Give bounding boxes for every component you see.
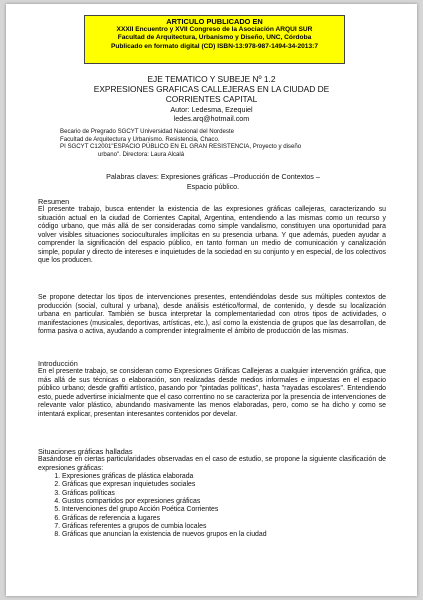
title-line: CORRIENTES CAPITAL (165, 94, 258, 104)
banner-line: Publicado en formato digital (CD) ISBN-13:978-987-1494-34-2013:7 (110, 42, 319, 50)
author-block (6, 106, 417, 124)
affiliation-line: Facultad de Arquitectura y Urbanismo. Resistencia, Chaco. (60, 135, 220, 143)
section-heading: Situaciones gráficas halladas (38, 447, 133, 456)
banner-line: XXXII Encuentro y XVII Congreso de la Asociación ARQUI SUR (116, 26, 313, 33)
section-introduccion (38, 359, 386, 419)
author-name: Autor: Ledesma, Ezequiel (170, 105, 253, 114)
banner-title: ARTICULO PUBLICADO EN (166, 17, 263, 26)
list-item: 3. Gráficas políticas (62, 490, 386, 498)
author-email: ledes.arq@hotmail.com (173, 113, 250, 123)
list-item: 2. Gráficas que expresan inquietudes sociales (62, 481, 386, 489)
keywords-line: Palabras claves: Expresiones gráficas –Producción de Contextos – (106, 172, 320, 181)
list-item: 4. Gustos compartidos por expresiones gráficas (62, 498, 386, 506)
affiliation-line: Becario de Pregrado SGCYT Universidad Nacional del Nordeste (60, 128, 234, 135)
publication-banner (84, 15, 345, 64)
section-heading: Resumen (38, 197, 70, 206)
paper-title (6, 74, 417, 104)
title-line: EXPRESIONES GRAFICAS CALLEJERAS EN LA CIUDAD DE (93, 84, 330, 94)
list-item: 7. Gráficas referentes a grupos de cumbia locales (62, 523, 386, 531)
list-item: 6. Gráficas de referencia a lugares (62, 515, 386, 523)
document-page (6, 4, 417, 596)
list-item: 5. Intervenciones del grupo Acción Poética Corrientes (62, 506, 386, 514)
paragraph: El presente trabajo, busca entender la existencia de las expresiones gráficas callejeras, caracterizando su situación actual en la ciudad de Corrientes Capital, Argentina, entendiendo a las mismas como un recurso y código urbano, que más allá de ser consideradas como simple vandalismo, constituyen una oportunidad para volver visibles situaciones socioculturales implícitas en su presencia urbana. Y que además, pueden ayudar a comprender la significación del espacio público, en tanto forman un medio de comunicación y canalización simple, popular y directo de intereses e inquietudes de la sociedad en su conjunto y en especial, de los colectivos que los producen. (38, 206, 386, 265)
keywords-line: Espacio público. (186, 181, 240, 191)
keywords (98, 172, 328, 191)
affiliation-block (60, 128, 380, 158)
eje-tematico: EJE TEMATICO Y SUBEJE Nº 1.2 (147, 74, 276, 84)
section-heading: Introducción (38, 359, 78, 368)
affiliation-line: PI SGCYT C12001"ESPACIO PÚBLICO EN EL GRAN RESISTENCIA, Proyecto y diseño (60, 143, 302, 151)
list-item: 1. Expresiones gráficas de plástica elaborada (62, 473, 386, 481)
paragraph: Basándose en ciertas particularidades observadas en el caso de estudio, se propone la siguiente clasificación de expresiones gráficas: (38, 456, 386, 472)
section-resumen (38, 197, 386, 266)
paragraph: Se propone detectar los tipos de intervenciones presentes, entendiéndolas desde sus múltiples contextos de producción (social, cultural y urbana), desde análisis estético/formal, de contenido, y desde su localización urbana en particular. También se busca interpretar la complementariedad con otros tipos de actividades, o manifestaciones (musicales, deportivas, artísticas, etc.), así como la existencia de grupos que las desarrollan, de forma pasiva o activa, ayudando a comprender integralmente el ámbito de producción de las mismas. (38, 294, 386, 336)
affiliation-line: urbano". Directora: Laura Alcalá (98, 150, 185, 158)
classification-list (38, 473, 386, 539)
paragraph: En el presente trabajo, se consideran como Expresiones Gráficas Callejeras a cualquier intervención gráfica, que más allá de sus técnicas o elaboración, son realizadas desde medios informales e impuestas en el espacio público urbano; desde graffiti artístico, pasando por "pintadas políticas", hasta "rayadas escolares". Entendiendo esto, puede advertirse inicialmente que el caso correntino no se caracteriza por la presencia de intervenciones de relevante valor plástico, abundando masivamente las menos elaboradas, pero, como se ha dicho y como se intentará explicar, presentan interesantes contenidos por develar. (38, 368, 386, 418)
list-item: 8. Gráficas que anuncian la existencia de nuevos grupos en la ciudad (62, 531, 386, 539)
banner-line: Facultad de Arquitectura, Urbanismo y Diseño, UNC, Córdoba (117, 34, 312, 42)
section-propuesta (38, 294, 386, 337)
section-situaciones (38, 447, 386, 539)
